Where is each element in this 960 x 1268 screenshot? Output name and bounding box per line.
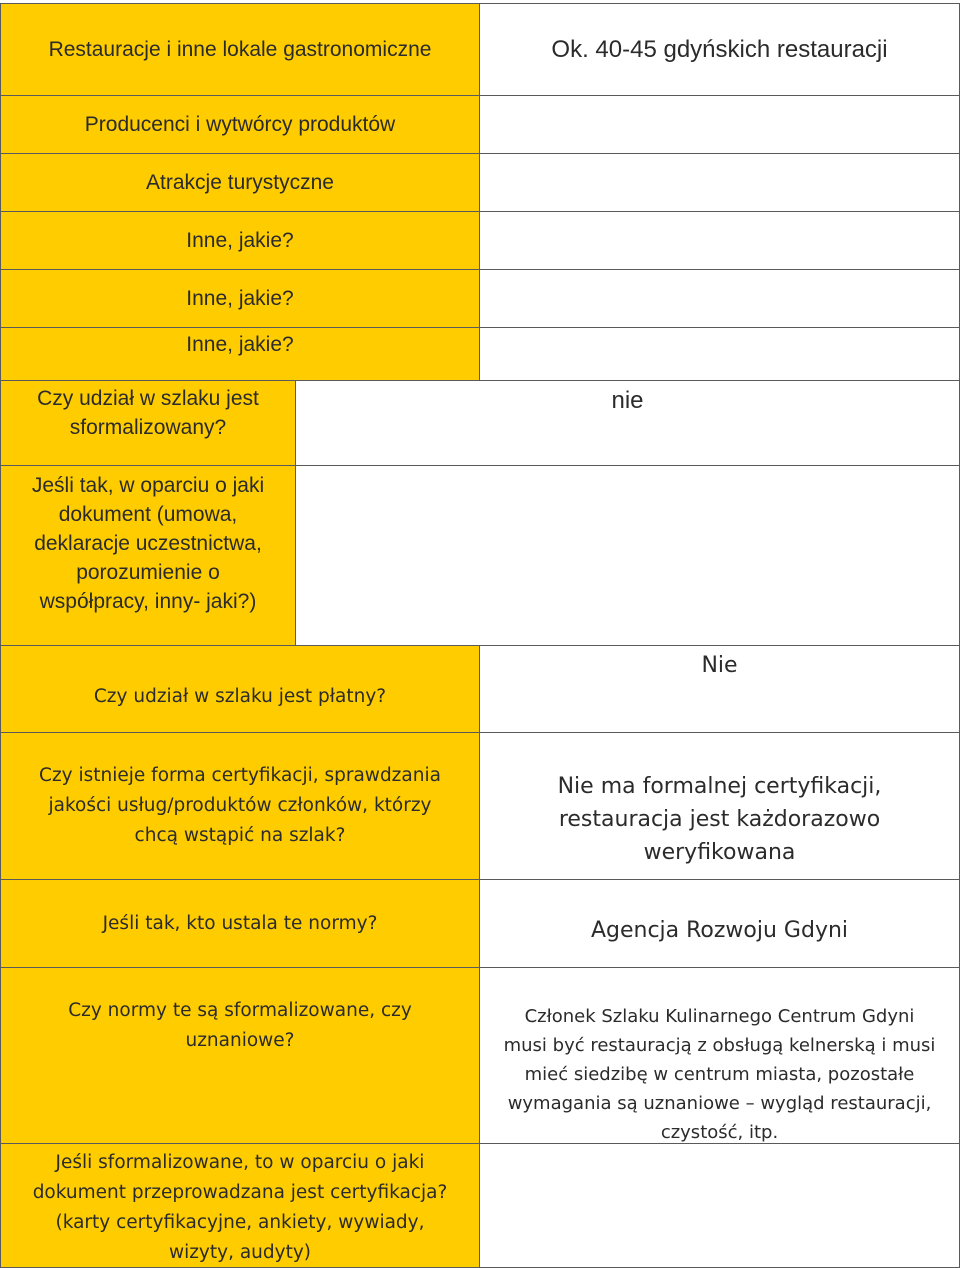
row-restaurants-label-text: Restauracje i inne lokale gastronomiczne [48, 38, 432, 61]
row-producers-value [479, 95, 960, 154]
row-certification-label [0, 732, 480, 880]
row-norms-author-label-text: Jeśli tak, kto ustala te normy? [102, 913, 378, 934]
row-restaurants-value [479, 3, 960, 96]
row-norms-formalized-value-text: Członek Szlaku Kulinarnego Centrum Gdyni musi być restauracją z obsługą kelnerską i musi mieć siedzibę w centrum miasta, pozostałe wymagania są uznaniowe – wygląd restauracji, czystość, itp. [503, 1006, 936, 1143]
row-attractions-label-text: Atrakcje turystyczne [146, 171, 334, 194]
row-attractions-value [479, 153, 960, 212]
row-formalized-value-text: nie [611, 387, 644, 414]
row-norms-formalized-label [0, 967, 480, 1144]
row-certification-document-label [0, 1143, 480, 1268]
row-certification-document-value [479, 1143, 960, 1268]
row-other-1-value [479, 211, 960, 270]
row-paid-value [479, 645, 960, 733]
row-other-1-label [0, 211, 480, 270]
row-other-3-label [0, 327, 480, 381]
row-other-2-value [479, 269, 960, 328]
row-other-2-label-text: Inne, jakie? [186, 287, 294, 310]
row-producers-label [0, 95, 480, 154]
row-certification-label-text: Czy istnieje forma certyfikacji, sprawdzania jakości usług/produktów członków, którzy chcą wstąpić na szlak? [39, 765, 441, 846]
row-other-3-label-text: Inne, jakie? [186, 333, 294, 356]
row-formalized-value [295, 380, 960, 466]
row-norms-author-value [479, 879, 960, 968]
row-other-2-label [0, 269, 480, 328]
row-paid-value-text: Nie [701, 653, 738, 678]
row-paid-label-text: Czy udział w szlaku jest płatny? [93, 686, 387, 707]
row-norms-author-label [0, 879, 480, 968]
row-document-label-text: Jeśli tak, w oparciu o jaki dokument (umowa, deklaracje uczestnictwa, porozumienie o współpracy, inny- jaki?) [31, 474, 265, 613]
row-certification-value [479, 732, 960, 880]
row-norms-author-value-text: Agencja Rozwoju Gdyni [590, 918, 849, 943]
row-document-label [0, 465, 296, 646]
row-other-1-label-text: Inne, jakie? [186, 229, 294, 252]
row-norms-formalized-value [479, 967, 960, 1144]
row-producers-label-text: Producenci i wytwórcy produktów [84, 113, 396, 136]
row-formalized-label-text: Czy udział w szlaku jest sformalizowany? [37, 387, 259, 439]
row-formalized-label [0, 380, 296, 466]
row-restaurants-value-text: Ok. 40-45 gdyńskich restauracji [551, 36, 888, 63]
row-attractions-label [0, 153, 480, 212]
row-norms-formalized-label-text: Czy normy te są sformalizowane, czy uznaniowe? [68, 1000, 412, 1051]
row-restaurants-label [0, 3, 480, 96]
row-other-3-value [479, 327, 960, 381]
row-document-value [295, 465, 960, 646]
row-certification-document-label-text: Jeśli sformalizowane, to w oparciu o jaki dokument przeprowadzana jest certyfikacja? (karty certyfikacyjne, ankiety, wywiady, wizyty, audyty) [32, 1152, 448, 1263]
row-certification-value-text: Nie ma formalnej certyfikacji, restauracja jest każdorazowo weryfikowana [557, 774, 882, 865]
row-paid-label [0, 645, 480, 733]
